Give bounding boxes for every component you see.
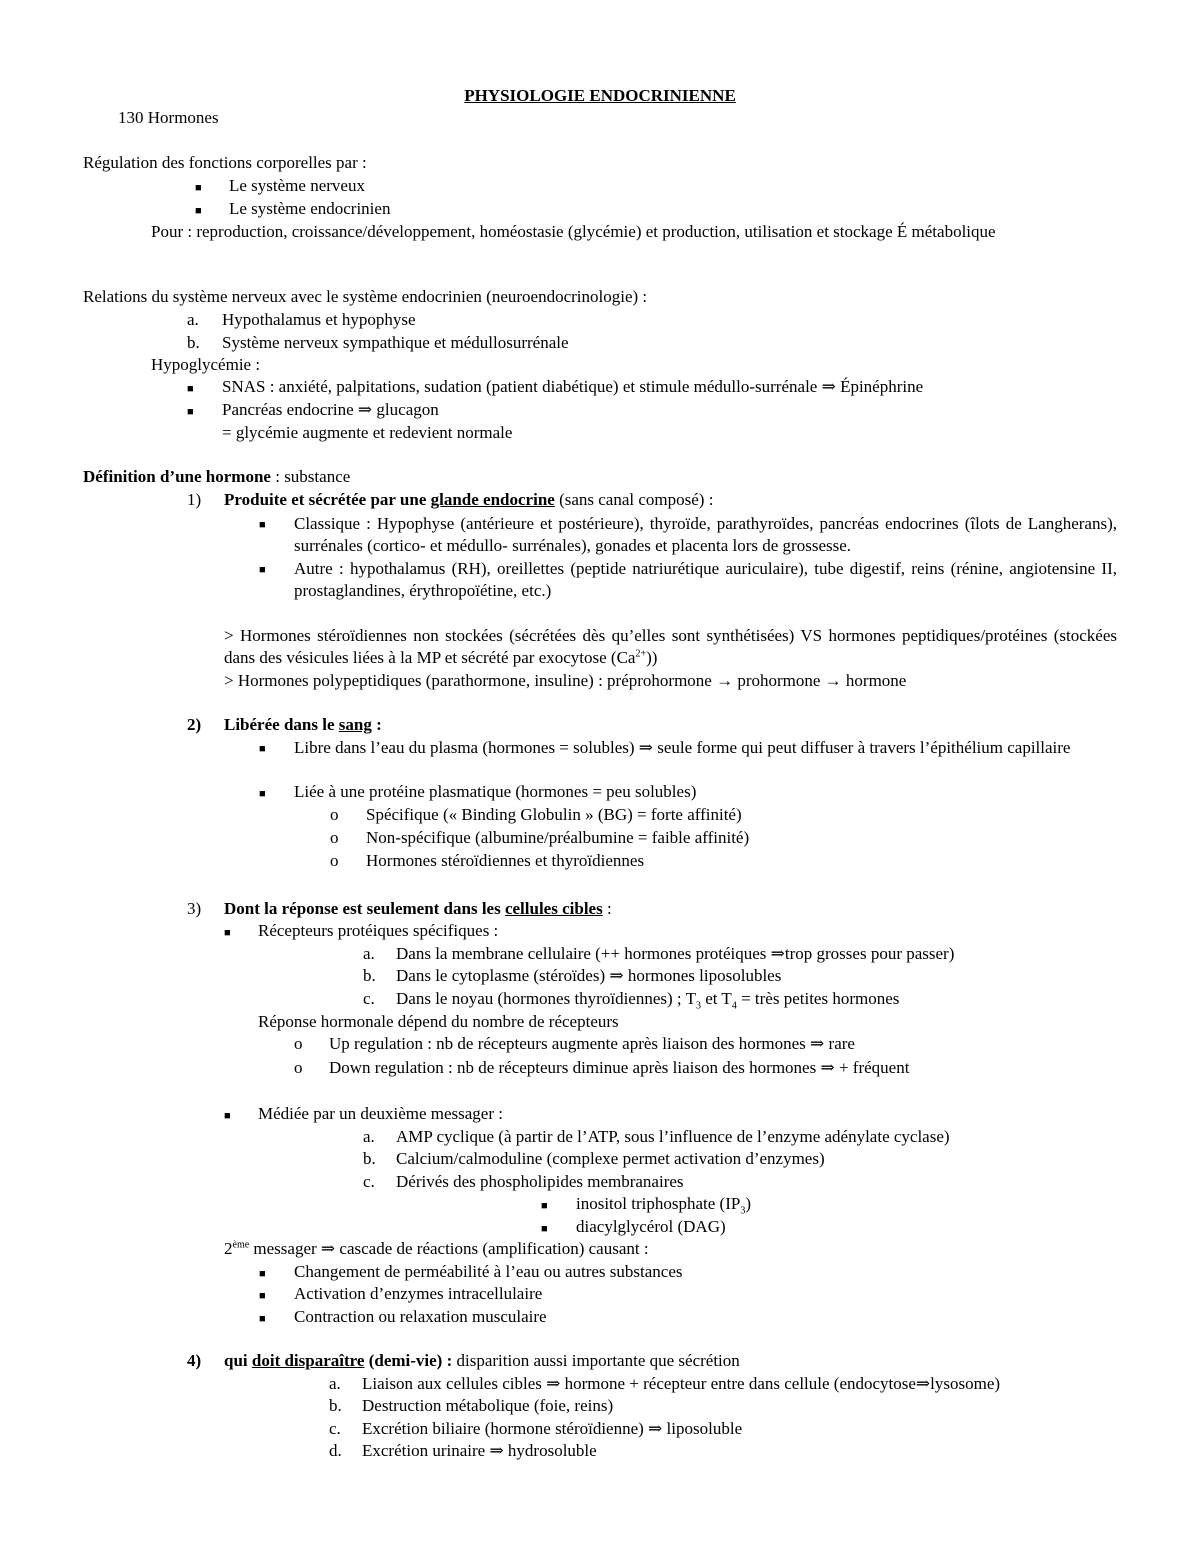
note-paragraph: > Hormones stéroïdiennes non stockées (sécrétées dès qu’elles sont synthétisées) VS hormones peptidiques/protéines (stockées dans des vésicules liées à la MP et sécrété par exocytose $(Ca^{2+})$) [224, 626, 1117, 667]
list-item-text: Excrétion urinaire ⇒ hydrosoluble [362, 1441, 597, 1460]
list-item-text: Up regulation : nb de récepteurs augmente après liaison des hormones ⇒ rare [329, 1034, 855, 1053]
list-item-text: Hormones stéroïdiennes et thyroïdiennes [366, 851, 645, 870]
list-item [259, 737, 266, 759]
list-item-text: Liée à une protéine plasmatique (hormones = peu solubles) [294, 782, 697, 801]
list-label: d. [329, 1441, 342, 1460]
list-item [259, 1262, 266, 1284]
square-bullet-icon: ■ [259, 1268, 266, 1280]
list-item-text: Autre : hypothalamus (RH), oreillettes (peptide natriurétique auriculaire), tube digestif, reins (rénine, angiotensine II, prostaglandines, érythropoïétine, etc.) [294, 559, 1117, 600]
list-label: b. [363, 966, 376, 985]
list-label: b. [187, 333, 200, 352]
square-bullet-icon: ■ [259, 519, 266, 531]
list-label: a. [329, 1374, 341, 1393]
list-item-text: Dans le noyau (hormones thyroïdiennes) ; $T_3$ et $T_4$ = très petites hormones [396, 989, 900, 1012]
square-bullet-icon: ■ [195, 182, 202, 194]
section-heading: qui doit disparaître (demi-vie) : disparition aussi importante que sécrétion [224, 1351, 740, 1370]
second-messenger-text: 2ème messager ⇒ cascade de réactions (amplification) causant : [224, 1239, 649, 1258]
list-item-text: Excrétion biliaire (hormone stéroïdienne) ⇒ liposoluble [362, 1419, 743, 1438]
list-item [259, 782, 266, 804]
section-number: 4) [187, 1351, 202, 1370]
list-label: c. [363, 989, 375, 1008]
list-label: b. [363, 1149, 376, 1168]
list-item-text: Destruction métabolique (foie, reins) [362, 1396, 614, 1415]
list-item [224, 1104, 231, 1126]
list-item-text: Liaison aux cellules cibles ⇒ hormone + récepteur entre dans cellule (endocytose⇒lysosome) [362, 1374, 1001, 1393]
definition-term: Définition d’une hormone [83, 467, 271, 486]
square-bullet-icon: ■ [259, 564, 266, 576]
list-label: a. [187, 310, 199, 329]
hypoglycemie-heading: Hypoglycémie : [151, 355, 261, 374]
list-item [187, 377, 194, 399]
square-bullet-icon: ■ [195, 205, 202, 217]
list-item-text: SNAS : anxiété, palpitations, sudation (patient diabétique) et stimule médullo-surrénale ⇒ Épinéphrine [222, 377, 924, 396]
section-number: 1) [187, 490, 202, 509]
definition-rest: : substance [270, 467, 351, 486]
hypo-result: = glycémie augmente et redevient normale [222, 423, 513, 442]
circle-bullet-icon: o [330, 805, 339, 824]
list-item-text: Le système endocrinien [229, 199, 391, 218]
list-item [541, 1194, 548, 1216]
square-bullet-icon: ■ [259, 1290, 266, 1302]
circle-bullet-icon: o [330, 828, 339, 847]
square-bullet-icon: ■ [187, 383, 194, 395]
list-item-text: AMP cyclique (à partir de l’ATP, sous l’influence de l’enzyme adénylate cyclase) [396, 1127, 950, 1146]
hormones-count: 130 Hormones [118, 108, 219, 127]
list-item [195, 176, 202, 198]
list-item-text: Non-spécifique (albumine/préalbumine = faible affinité) [366, 828, 750, 847]
circle-bullet-icon: o [294, 1058, 303, 1077]
section-number: 3) [187, 899, 202, 918]
list-item-text: Calcium/calmoduline (complexe permet activation d’enzymes) [396, 1149, 825, 1168]
list-item-text: Hypothalamus et hypophyse [222, 310, 416, 329]
list-item-text: Récepteurs protéiques spécifiques : [258, 921, 499, 940]
square-bullet-icon: ■ [541, 1223, 548, 1235]
list-item-text: Spécifique (« Binding Globulin » (BG) = forte affinité) [366, 805, 742, 824]
section-heading: Dont la réponse est seulement dans les cellules cibles : [224, 899, 612, 918]
list-label: a. [363, 1127, 375, 1146]
list-item-text: Changement de perméabilité à l’eau ou autres substances [294, 1262, 683, 1281]
relations-heading: Relations du système nerveux avec le système endocrinien (neuroendocrinologie) : [83, 287, 648, 306]
list-item-text: Médiée par un deuxième messager : [258, 1104, 503, 1123]
list-item-text: Down regulation : nb de récepteurs diminue après liaison des hormones ⇒ + fréquent [329, 1058, 910, 1077]
square-bullet-icon: ■ [187, 406, 194, 418]
list-item-text: diacylglycérol (DAG) [576, 1217, 726, 1236]
pour-paragraph: Pour : reproduction, croissance/développement, homéostasie (glycémie) et production, utilisation et stockage É métabolique [151, 222, 996, 241]
list-item [259, 1307, 266, 1329]
square-bullet-icon: ■ [541, 1200, 548, 1212]
list-label: c. [329, 1419, 341, 1438]
section-number: 2) [187, 715, 202, 734]
list-item [259, 558, 266, 580]
section-heading: Libérée dans le sang : [224, 715, 382, 734]
list-label: a. [363, 944, 375, 963]
page-title: PHYSIOLOGIE ENDOCRINIENNE [464, 86, 736, 105]
list-item [541, 1217, 548, 1239]
list-item [259, 1284, 266, 1306]
list-item-text: Dans la membrane cellulaire (++ hormones protéiques ⇒trop grosses pour passer) [396, 944, 955, 963]
note-paragraph: > Hormones polypeptidiques (parathormone, insuline) : préprohormone → prohormone → hormone [224, 671, 907, 690]
list-item-text: Libre dans l’eau du plasma (hormones = solubles) ⇒ seule forme qui peut diffuser à travers l’épithélium capillaire [294, 738, 1071, 757]
list-item-text: inositol triphosphate $(IP_3)$ [576, 1194, 751, 1217]
list-item [224, 921, 231, 943]
regulation-heading: Régulation des fonctions corporelles par : [83, 153, 367, 172]
square-bullet-icon: ■ [259, 743, 266, 755]
list-item [195, 199, 202, 221]
list-item-text: Système nerveux sympathique et médullosurrénale [222, 333, 569, 352]
list-item [259, 513, 266, 535]
definition-heading [83, 467, 350, 487]
square-bullet-icon: ■ [259, 1313, 266, 1325]
circle-bullet-icon: o [330, 851, 339, 870]
circle-bullet-icon: o [294, 1034, 303, 1053]
list-item-text: Le système nerveux [229, 176, 365, 195]
list-item-text: Dans le cytoplasme (stéroïdes) ⇒ hormones liposolubles [396, 966, 782, 985]
list-label: c. [363, 1172, 375, 1191]
section-heading: Produite et sécrétée par une glande endocrine (sans canal composé) : [224, 490, 714, 509]
list-item-text: Activation d’enzymes intracellulaire [294, 1284, 543, 1303]
list-item-text: Dérivés des phospholipides membranaires [396, 1172, 684, 1191]
square-bullet-icon: ■ [224, 1110, 231, 1122]
list-item-text: Classique : Hypophyse (antérieure et postérieure), thyroïde, parathyroïdes, pancréas endocrines (îlots de Langherans), surrénales (cortico- et médullo- surrénales), gonades et placenta lors de grossesse. [294, 514, 1117, 555]
square-bullet-icon: ■ [259, 788, 266, 800]
list-label: b. [329, 1396, 342, 1415]
list-item-text: Pancréas endocrine ⇒ glucagon [222, 400, 439, 419]
list-item-text: Contraction ou relaxation musculaire [294, 1307, 547, 1326]
reponse-text: Réponse hormonale dépend du nombre de récepteurs [258, 1012, 619, 1031]
list-item [187, 400, 194, 422]
square-bullet-icon: ■ [224, 927, 231, 939]
